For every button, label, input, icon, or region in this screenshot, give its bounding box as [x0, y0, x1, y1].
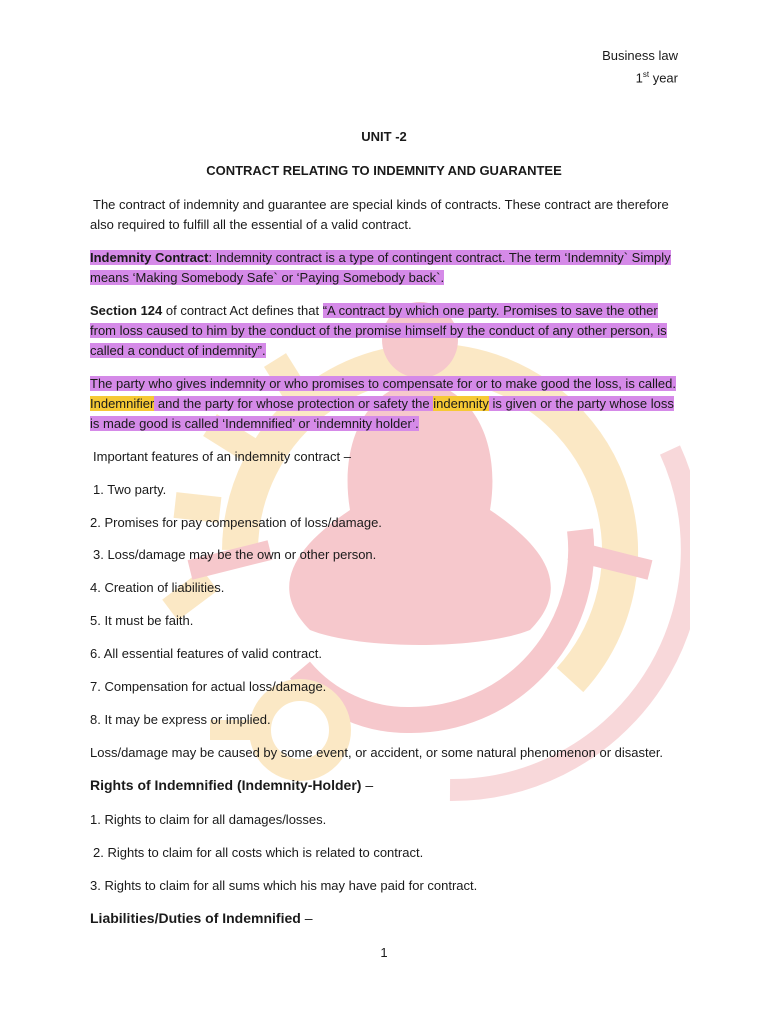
indemnity-definition-highlight — [90, 250, 671, 265]
list-item: 3. Rights to claim for all sums which his may have paid for contract. — [90, 878, 478, 893]
section124-pre: of contract Act defines that — [162, 303, 323, 318]
indemnity-definition-text: : Indemnity contract is a type of contingent contract. The term ‘Indemnity` Simply — [208, 250, 671, 265]
header-year-number: 1 — [635, 70, 643, 86]
indemnity-definition-line-2 — [90, 268, 444, 287]
list-item: 1. Rights to claim for all damages/losses. — [90, 812, 327, 827]
parties-text-1: The party who gives indemnity or who promises to compensate for or to make good the loss, is called. — [90, 376, 677, 391]
rights-heading-dash: – — [361, 777, 374, 793]
document-heading: CONTRACT RELATING TO INDEMNITY AND GUARANTEE — [206, 163, 562, 178]
section124-quote-1: “A contract by which one party. Promises to save the other — [322, 303, 658, 318]
list-item: 5. It must be faith. — [90, 613, 194, 628]
liabilities-heading — [90, 909, 313, 928]
list-item: 3. Loss/damage may be the own or other person. — [93, 547, 377, 562]
parties-line-2 — [90, 394, 674, 413]
parties-line-1 — [90, 374, 676, 393]
indemnifier-term: Indemnifier — [90, 396, 155, 411]
section124-line-2 — [90, 321, 667, 340]
rights-heading — [90, 776, 373, 795]
parties-text-2b: and the party for whose protection or safety the — [154, 396, 434, 411]
page-number: 1 — [380, 945, 388, 960]
rights-heading-text: Rights of Indemnified (Indemnity-Holder) — [90, 777, 362, 793]
section124-line-1 — [90, 301, 658, 320]
section124-quote-3: called a conduct of indemnity”. — [90, 343, 266, 358]
section124-label: Section 124 — [90, 303, 163, 318]
indemnity-definition-text-2: means ‘Making Somebody Safe` or ‘Paying Somebody back`. — [90, 270, 445, 285]
list-item: 6. All essential features of valid contract. — [90, 646, 322, 661]
liabilities-heading-text: Liabilities/Duties of Indemnified — [90, 910, 301, 926]
parties-text-2d: is given or the party whose loss — [488, 396, 674, 411]
list-item: 2. Rights to claim for all costs which is related to contract. — [93, 845, 424, 860]
intro-line-2: also required to fulfill all the essential of a valid contract. — [90, 217, 412, 232]
intro-line-1: The contract of indemnity and guarantee are special kinds of contracts. These contract are therefore — [93, 197, 669, 212]
features-title: Important features of an indemnity contract – — [93, 449, 351, 464]
section124-line-3 — [90, 341, 266, 360]
header-year-word: year — [652, 70, 678, 86]
list-item: 1. Two party. — [93, 482, 167, 497]
liabilities-heading-dash: – — [300, 910, 313, 926]
parties-text-3: is made good is called ‘Indemnified’ or ‘indemnity holder’. — [90, 416, 419, 431]
list-item: 4. Creation of liabilities. — [90, 580, 225, 595]
list-item: 8. It may be express or implied. — [90, 712, 271, 727]
loss-note: Loss/damage may be caused by some event, or accident, or some natural phenomenon or disaster. — [90, 745, 664, 760]
header-subject: Business law — [602, 48, 678, 63]
indemnity-term: indemnity — [433, 396, 489, 411]
list-item: 7. Compensation for actual loss/damage. — [90, 679, 327, 694]
header-year — [636, 65, 678, 87]
header-year-suffix: st — [642, 70, 650, 79]
indemnity-definition-line-1 — [90, 248, 671, 267]
parties-line-3 — [90, 414, 419, 433]
unit-title: UNIT -2 — [361, 129, 407, 144]
indemnity-contract-label: Indemnity Contract — [90, 250, 209, 265]
section124-quote-2: from loss caused to him by the conduct of the promise himself by the conduct of any other person, is — [90, 323, 667, 338]
list-item: 2. Promises for pay compensation of loss/damage. — [90, 515, 382, 530]
